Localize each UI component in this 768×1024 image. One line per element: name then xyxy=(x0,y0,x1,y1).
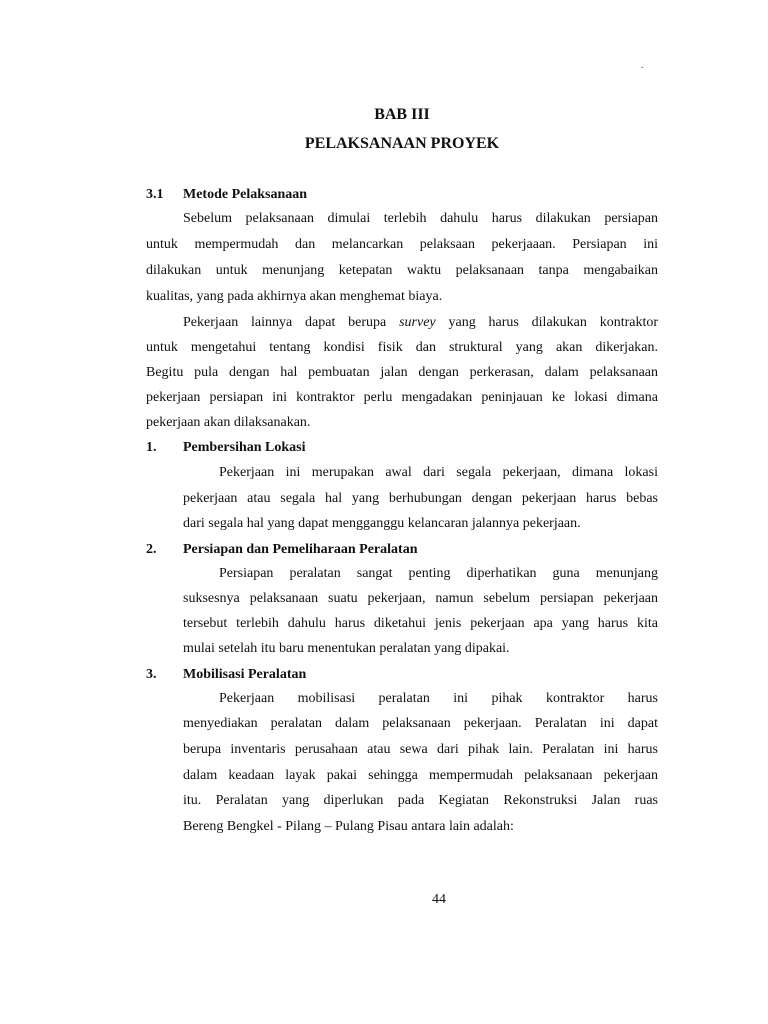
paragraph-line: Sebelum pelaksanaan dimulai terlebih dahulu harus dilakukan persiapan xyxy=(183,211,658,226)
paragraph-line: Persiapan peralatan sangat penting diperhatikan guna menunjang xyxy=(219,566,658,581)
paragraph-text: yang harus dilakukan kontraktor xyxy=(435,315,659,330)
corner-mark: . xyxy=(641,60,644,70)
list-item-title: Mobilisasi Peralatan xyxy=(183,667,307,682)
paragraph-line: itu. Peralatan yang diperlukan pada Kegiatan Rekonstruksi Jalan ruas xyxy=(183,793,658,808)
list-item-number: 1. xyxy=(146,440,157,455)
list-item-number: 2. xyxy=(146,542,157,557)
list-item-title: Pembersihan Lokasi xyxy=(183,440,306,455)
list-item-title: Persiapan dan Pemeliharaan Peralatan xyxy=(183,542,418,557)
paragraph-line: Begitu pula dengan hal pembuatan jalan dengan perkerasan, dalam pelaksanaan xyxy=(146,365,658,380)
paragraph-line: dilakukan untuk menunjang ketepatan waktu pelaksanaan tanpa mengabaikan xyxy=(146,263,658,278)
paragraph-line: pekerjaan akan dilaksanakan. xyxy=(146,415,311,430)
paragraph-line: Pekerjaan ini merupakan awal dari segala pekerjaan, dimana lokasi xyxy=(219,465,658,480)
chapter-label: BAB III xyxy=(374,106,430,123)
paragraph-line: berupa inventaris perusahaan atau sewa dari pihak lain. Peralatan ini harus xyxy=(183,742,658,757)
list-item-number: 3. xyxy=(146,667,157,682)
paragraph-line: pekerjaan atau segala hal yang berhubungan dengan pekerjaan harus bebas xyxy=(183,491,658,506)
paragraph-line: untuk mengetahui tentang kondisi fisik dan struktural yang akan dikerjakan. xyxy=(146,340,658,355)
page-number: 44 xyxy=(432,892,446,907)
paragraph-line: pekerjaan persiapan ini kontraktor perlu mengadakan peninjauan ke lokasi dimana xyxy=(146,390,658,405)
paragraph-line: untuk mempermudah dan melancarkan pelaksaan pekerjaaan. Persiapan ini xyxy=(146,237,658,252)
paragraph-line: Bereng Bengkel - Pilang – Pulang Pisau antara lain adalah: xyxy=(183,819,514,834)
paragraph-line: Pekerjaan mobilisasi peralatan ini pihak kontraktor harus xyxy=(219,691,658,706)
paragraph-line: tersebut terlebih dahulu harus diketahui jenis pekerjaan apa yang harus kita xyxy=(183,616,658,631)
section-title: Metode Pelaksanaan xyxy=(183,187,308,202)
chapter-title: PELAKSANAAN PROYEK xyxy=(304,135,500,152)
paragraph-line: menyediakan peralatan dalam pelaksanaan pekerjaan. Peralatan ini dapat xyxy=(183,716,658,731)
paragraph-line: dalam keadaan layak pakai sehingga mempermudah pelaksanaan pekerjaan xyxy=(183,768,658,783)
section-number: 3.1 xyxy=(146,187,164,202)
paragraph-text: Pekerjaan lainnya dapat berupa xyxy=(183,315,400,330)
paragraph-line: kualitas, yang pada akhirnya akan menghemat biaya. xyxy=(146,289,443,304)
paragraph-line: suksesnya pelaksanaan suatu pekerjaan, namun sebelum persiapan pekerjaan xyxy=(183,591,658,606)
paragraph-line: mulai setelah itu baru menentukan peralatan yang dipakai. xyxy=(183,641,510,656)
italic-term: survey xyxy=(399,315,436,330)
paragraph-line xyxy=(183,314,658,332)
paragraph-line: dari segala hal yang dapat mengganggu kelancaran jalannya pekerjaan. xyxy=(183,516,581,531)
